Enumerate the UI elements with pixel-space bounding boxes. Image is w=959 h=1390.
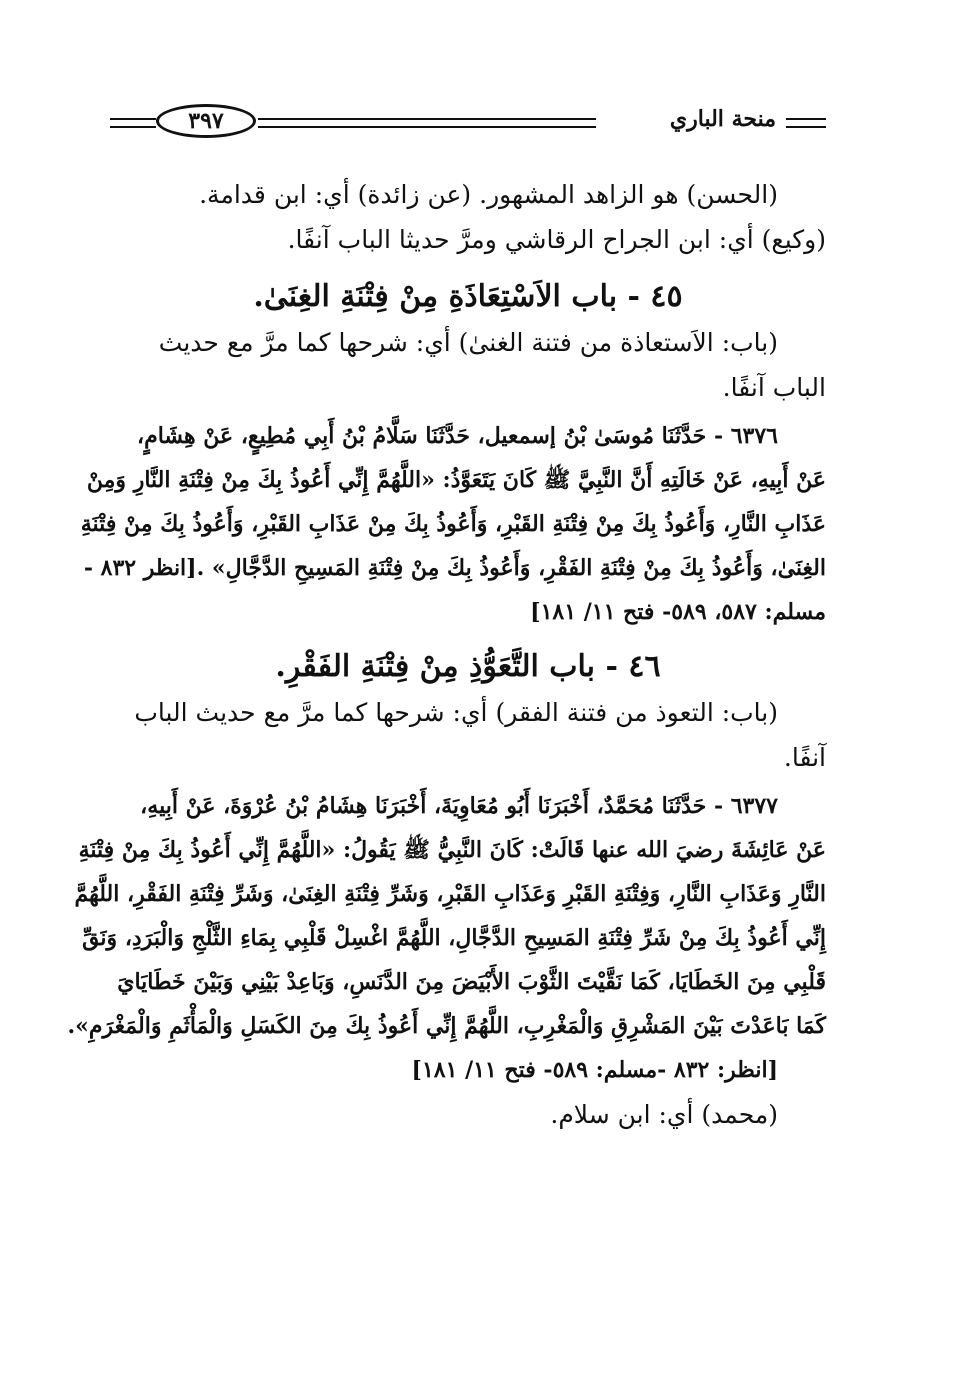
hadith-line: عَنْ عَائِشَةَ رضيَ الله عنها قَالَتْ: كَانَ النَّبِيُّ ﷺ يَقُولُ: «اللَّهُمَّ إِنِّي أَعُوذُ بِكَ مِنْ فِتْنَةِ	[78, 837, 826, 863]
note-line: (محمد) أي: ابن سلام.	[550, 1100, 778, 1129]
commentary-line: آنفًا.	[783, 743, 826, 772]
hadith-line: كَمَا بَاعَدْتَ بَيْنَ المَشْرِقِ وَالْمَغْرِبِ، اللَّهُمَّ إِنِّي أَعُوذُ بِكَ مِنَ الكَسَلِ وَالْمَأْثَمِ وَالْمَغْرَمِ».	[67, 1013, 826, 1039]
hadith-6376	[80, 414, 826, 634]
hadith-line: النَّارِ وَعَذَابِ النَّارِ، وَفِتْنَةِ القَبْرِ وَعَذَابِ القَبْرِ، وَشَرِّ فِتْنَةِ الغِنَىٰ، وَشَرِّ فِتْنَةِ الفَقْرِ، اللَّهُمَّ	[74, 881, 826, 907]
chapter-46-note	[110, 1092, 826, 1137]
page-header	[110, 96, 826, 146]
chapter-46-commentary	[110, 690, 826, 780]
commentary-line: (باب: التعوذ من فتنة الفقر) أي: شرحها كما مرَّ مع حديث الباب	[134, 698, 778, 727]
book-title: منحة الباري	[669, 106, 776, 132]
intro-commentary	[110, 172, 826, 262]
header-rule-middle	[258, 118, 596, 128]
hadith-line: عَنْ أَبِيهِ، عَنْ خَالَتِهِ أَنَّ النَّبِيَّ ﷺ كَانَ يَتَعَوَّذُ: «اللَّهُمَّ إِنِّي أَعُوذُ بِكَ مِنْ فِتْنَةِ النَّارِ وَمِنْ	[86, 467, 826, 493]
intro-line: (وكيع) أي: ابن الجراح الرقاشي ومرَّ حديثا الباب آنفًا.	[287, 225, 826, 254]
chapter-45-commentary	[110, 320, 826, 410]
page-number: ٣٩٧	[156, 104, 256, 138]
hadith-line: الغِنَىٰ، وَأَعُوذُ بِكَ مِنْ فِتْنَةِ الفَقْرِ، وَأَعُوذُ بِكَ مِنْ فِتْنَةِ المَسِيحِ الدَّجَّالِ» .[انظر ٨٣٢ -	[83, 555, 826, 581]
chapter-45-title: ٤٥ - باب الاَسْتِعَاذَةِ مِنْ فِتْنَةِ الغِنَىٰ.	[253, 279, 683, 314]
hadith-line: قَلْبِي مِنَ الخَطَايَا، كَمَا نَقَّيْتَ الثَّوْبَ الأَبْيَضَ مِنَ الدَّنَسِ، وَبَاعِدْ بَيْنِي وَبَيْنَ خَطَايَايَ	[117, 969, 826, 995]
header-rule-right	[786, 118, 826, 128]
hadith-line: إِنِّي أَعُوذُ بِكَ مِنْ شَرِّ فِتْنَةِ المَسِيحِ الدَّجَّالِ، اللَّهُمَّ اغْسِلْ قَلْبِي بِمَاءِ الثَّلْجِ وَالْبَرَدِ، وَنَقِّ	[82, 925, 826, 951]
hadith-line: ٦٣٧٧ - حَدَّثَنَا مُحَمَّدٌ، أَخْبَرَنَا أَبُو مُعَاوِيَةَ، أَخْبَرَنَا هِشَامُ بْنُ عُرْوَةَ، عَنْ أَبِيهِ،	[140, 793, 778, 819]
hadith-6377	[67, 784, 826, 1092]
hadith-reference: [انظر: ٨٣٢ -مسلم: ٥٨٩- فتح ١١/ ١٨١]	[411, 1057, 778, 1083]
header-rule-left	[110, 118, 156, 128]
page-body	[67, 172, 826, 1137]
chapter-46-title: ٤٦ - باب التَّعَوُّذِ مِنْ فِتْنَةِ الفَقْرِ.	[275, 649, 661, 684]
commentary-line: (باب: الاَستعاذة من فتنة الغنىٰ) أي: شرحها كما مرَّ مع حديث	[158, 328, 778, 357]
commentary-line: الباب آنفًا.	[722, 373, 826, 402]
intro-line: (الحسن) هو الزاهد المشهور. (عن زائدة) أي: ابن قدامة.	[199, 180, 778, 209]
hadith-reference: مسلم: ٥٨٧، ٥٨٩- فتح ١١/ ١٨١]	[530, 599, 826, 625]
hadith-line: عَذَابِ النَّارِ، وَأَعُوذُ بِكَ مِنْ فِتْنَةِ القَبْرِ، وَأَعُوذُ بِكَ مِنْ عَذَابِ القَبْرِ، وَأَعُوذُ بِكَ مِنْ فِتْنَةِ	[80, 511, 826, 537]
hadith-line: ٦٣٧٦ - حَدَّثَنَا مُوسَىٰ بْنُ إسمعيل، حَدَّثَنَا سَلَّامُ بْنُ أَبِي مُطِيعٍ، عَنْ هِشَامٍ،	[136, 423, 778, 449]
